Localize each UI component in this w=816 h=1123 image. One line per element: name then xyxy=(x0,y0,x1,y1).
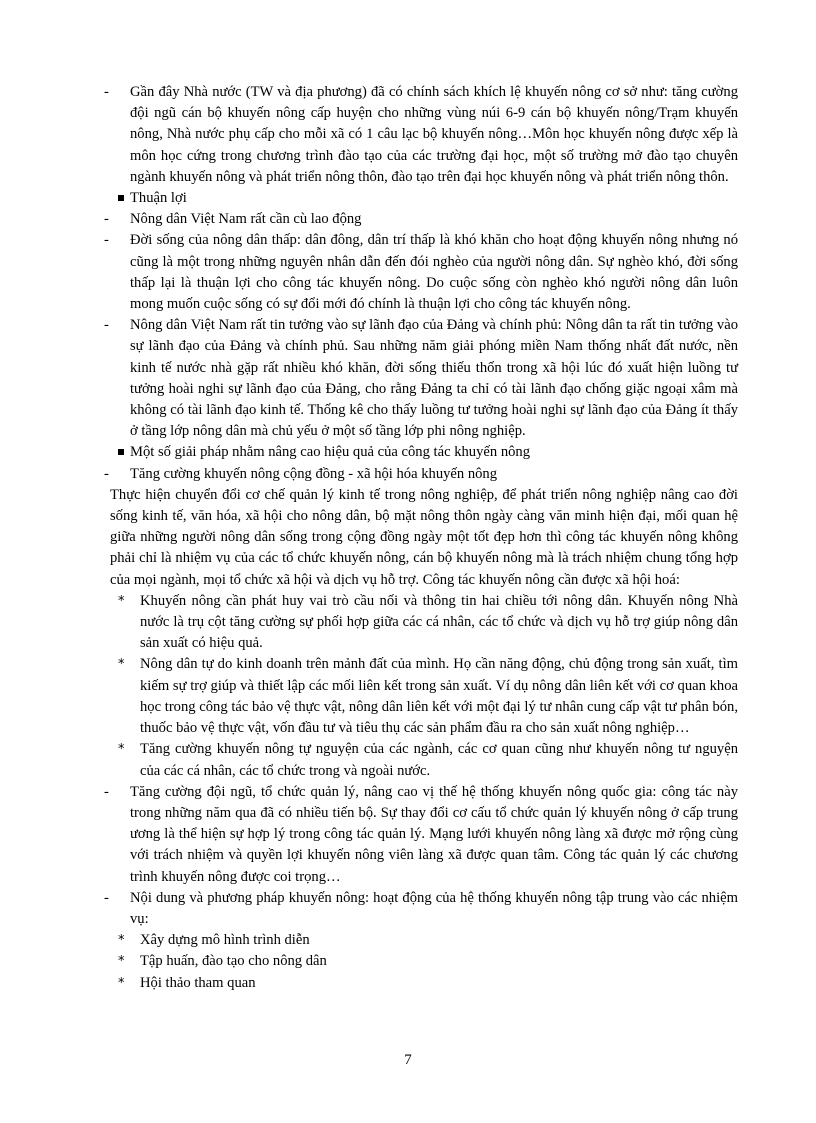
dash-marker: - xyxy=(104,317,109,334)
section-heading-solutions: Một số giải pháp nhằm nâng cao hiệu quả của công tác khuyến nông xyxy=(130,444,531,461)
list-item-text: Tăng cường đội ngũ, tổ chức quản lý, nâng cao vị thế hệ thống khuyến nông quốc gia: công tác này trong những năm qua đã có nhiều tiến bộ. Sự thay đổi cơ cấu tổ chức quản lý khuyến nông ở cấp trung ương là thể hiện sự hợp lý trong công tác quản lý. Mạng lưới khuyến nông làng xã được mở rộng cùng với trách nhiệm và quyền lợi khuyến nông viên làng xã được quan tâm. Công tác quản lý các chương trình khuyến nông được coi trọng… xyxy=(130,783,738,885)
list-item-text: Nội dung và phương pháp khuyến nông: hoạt động của hệ thống khuyến nông tập trung vào các nhiệm vụ: xyxy=(130,889,738,927)
page-number: 7 xyxy=(404,1052,412,1068)
star-list-item xyxy=(110,951,738,972)
bullet-heading xyxy=(110,442,738,463)
dash-list-item xyxy=(104,315,738,442)
dash-marker: - xyxy=(104,232,109,249)
dash-list-item xyxy=(104,888,738,930)
dash-marker: - xyxy=(104,889,109,906)
asterisk-bullet-icon: * xyxy=(118,742,125,758)
asterisk-bullet-icon: * xyxy=(118,593,125,609)
dash-list-item xyxy=(104,230,738,315)
body-paragraph: Thực hiện chuyển đổi cơ chế quản lý kinh tế trong nông nghiệp, để phát triển nông nghiệp nâng cao đời sống kinh tế, văn hóa, xã hội cho nông dân, bộ mặt nông thôn ngày càng văn minh hiện đại, mối quan hệ giữa những người nông dân sống trong cộng đồng ngày một tốt đẹp hơn thì công tác khuyến nông không phải chỉ là nhiệm vụ của các tổ chức khuyến nông, cán bộ khuyến nông mà là trách nhiệm chung tổng hợp của mọi ngành, mọi tổ chức xã hội và dịch vụ hỗ trợ. Công tác khuyến nông cần được xã hội hoá: xyxy=(110,486,738,588)
list-item-text: Đời sống của nông dân thấp: dân đông, dân trí thấp là khó khăn cho hoạt động khuyến nông nhưng nó cũng là một trong những nguyên nhân dẫn đến đói nghèo của người nông dân. Sự nghèo khó, đời sống thấp lại là thuận lợi cho công tác khuyến nông. Do cuộc sống còn nghèo khó người nông dân luôn mong muốn cuộc sống có sự đổi mới đó chính là thuận lợi cho công tác khuyến nông. xyxy=(130,232,738,313)
list-item-text: Khuyến nông cần phát huy vai trò cầu nối và thông tin hai chiều tới nông dân. Khuyến nông Nhà nước là trụ cột tăng cường sự phối hợp giữa các cá nhân, các tổ chức và dịch vụ hỗ trợ giúp nông dân sản xuất có hiệu quả. xyxy=(140,592,738,652)
list-item-text: Gần đây Nhà nước (TW và địa phương) đã có chính sách khích lệ khuyến nông cơ sở như: tăng cường đội ngũ cán bộ khuyến nông cấp huyện cho những vùng núi 6-9 cán bộ khuyến nông/Trạm khuyến nông, Nhà nước phụ cấp cho mỗi xã có 1 câu lạc bộ khuyến nông…Môn học khuyến nông được xếp là môn học cứng trong chương trình đào tạo của các trường đại học, một số trường mở đào tạo chuyên ngành khuyến nông và phát triển nông thôn, đào tạo trên đại học khuyến nông và phát triển nông thôn. xyxy=(130,84,738,185)
list-item-text: Tăng cường khuyến nông cộng đồng - xã hội hóa khuyến nông xyxy=(130,465,498,482)
dash-marker: - xyxy=(104,465,109,482)
star-list-item xyxy=(110,591,738,655)
asterisk-bullet-icon: * xyxy=(118,933,125,949)
star-list-item xyxy=(110,739,738,781)
list-item-text: Nông dân Việt Nam rất cần cù lao động xyxy=(130,211,362,228)
asterisk-bullet-icon: * xyxy=(118,975,125,991)
bullet-heading xyxy=(110,188,738,209)
list-item-text: Nông dân Việt Nam rất tin tưởng vào sự lãnh đạo của Đảng và chính phủ: Nông dân ta rất tin tưởng vào sự lãnh đạo của Đảng và chính phủ. Sau những năm giải phóng miền Nam thống nhất đất nước, nền kinh tế nước nhà gặp rất nhiều khó khăn, đời sống thiếu thốn trong xã hội lúc đó xuất hiện luồng tư tưởng hoài nghi sự lãnh đạo của Đảng, cho rằng Đảng ta chỉ có tài lãnh đạo chống giặc ngoại xâm mà không có tài lãnh đạo kinh tế. Thống kê cho thấy luồng tư tưởng hoài nghi sự lãnh đạo của Đảng ít thấy ở tầng lớp nông dân mà chủ yếu ở một số tầng lớp phi nông nghiệp. xyxy=(130,317,738,440)
list-item-text: Hội thảo tham quan xyxy=(140,974,256,991)
dash-list-item xyxy=(104,209,738,230)
star-list-item xyxy=(110,973,738,994)
star-list-item xyxy=(110,930,738,951)
dash-marker: - xyxy=(104,84,109,100)
square-bullet-icon xyxy=(118,449,124,455)
square-bullet-icon xyxy=(118,195,124,201)
star-list-item xyxy=(110,654,738,739)
dash-marker: - xyxy=(104,783,109,800)
dash-marker: - xyxy=(104,211,109,228)
page-content xyxy=(104,82,738,994)
section-heading-advantages: Thuận lợi xyxy=(130,190,187,207)
asterisk-bullet-icon: * xyxy=(118,954,125,970)
list-item-text: Tăng cường khuyến nông tự nguyện của các ngành, các cơ quan cũng như khuyến nông tư nguyện của các cá nhân, các tổ chức trong và ngoài nước. xyxy=(140,741,738,779)
list-item-text: Xây dựng mô hình trình diễn xyxy=(140,932,310,949)
dash-list-item xyxy=(104,782,738,888)
list-item-text: Tập huấn, đào tạo cho nông dân xyxy=(140,953,327,970)
list-item-text: Nông dân tự do kinh doanh trên mảnh đất của mình. Họ cần năng động, chủ động trong sản xuất, tìm kiếm sự trợ giúp và thiết lập các mối liên kết trong sản xuất. Ví dụ nông dân liên kết với cơ quan khoa học trong công tác bảo vệ thực vật, nông dân liên kết với một đại lý tư nhân cung cấp vật tư phân bón, thuốc bảo vệ thực vật, vốn đầu tư và tiêu thụ các sản phẩm đầu ra cho sản xuất nông nghiệp… xyxy=(140,656,738,737)
asterisk-bullet-icon: * xyxy=(118,657,125,673)
dash-list-item xyxy=(104,82,738,188)
dash-list-item xyxy=(104,464,738,485)
